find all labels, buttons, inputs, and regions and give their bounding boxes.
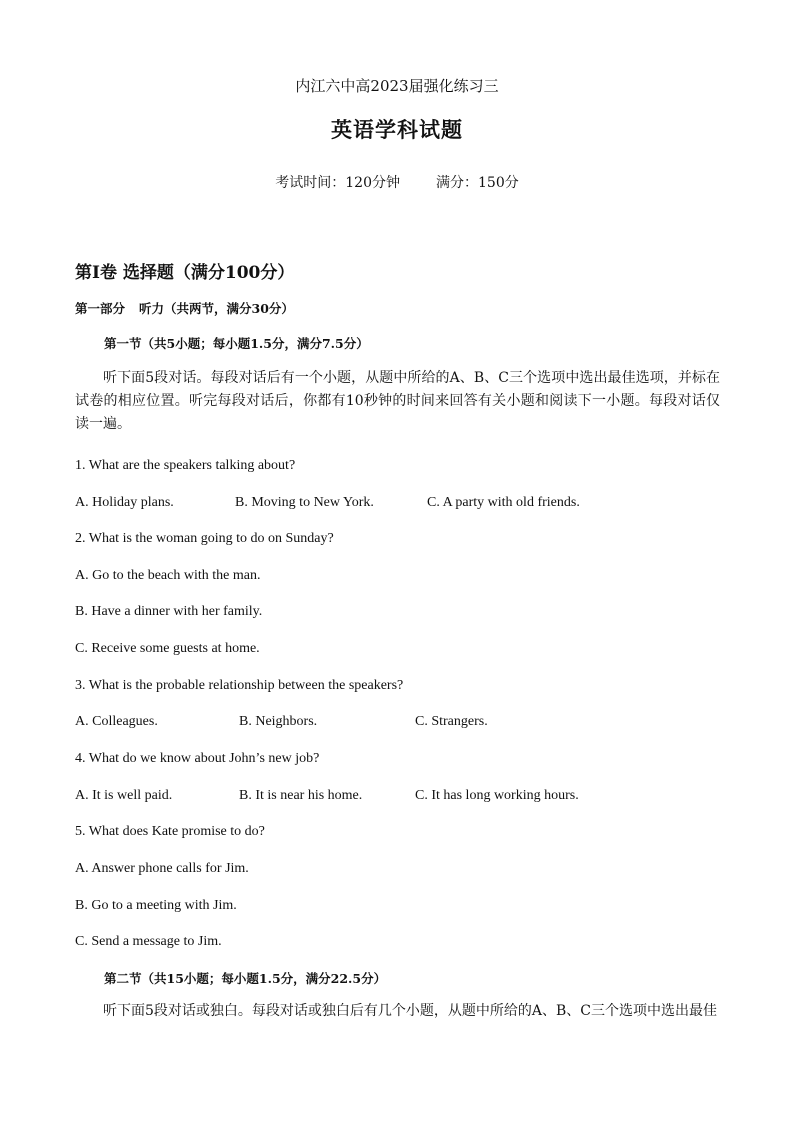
exam-score: 满分：150分 xyxy=(436,175,519,191)
exam-time: 考试时间：120分钟 xyxy=(275,175,400,191)
question-2-stem: 2. What is the woman going to do on Sunday? xyxy=(75,531,334,546)
section1-instructions: 听下面5段对话。每段对话后有一个小题，从题中所给的A、B、C三个选项中选出最佳选项，并标在试卷的相应位置。听完每段对话后，你都有10秒钟的时间来回答有关小题和阅读下一小题。每段对话仅读一遍。 xyxy=(75,370,720,432)
part-title: 第一部分 xyxy=(75,301,126,316)
question-5-option-b[interactable]: B. Go to a meeting with Jim. xyxy=(75,898,237,913)
question-5-stem: 5. What does Kate promise to do? xyxy=(75,824,265,839)
part-heading xyxy=(75,299,294,317)
question-2-option-a[interactable]: A. Go to the beach with the man. xyxy=(75,568,261,583)
section1-heading: 第一节（共5小题；每小题1.5分，满分7.5分） xyxy=(104,336,369,351)
question-2-option-c[interactable]: C. Receive some guests at home. xyxy=(75,641,260,656)
question-1-option-b[interactable]: B. Moving to New York. xyxy=(235,495,374,510)
part-subtitle: 听力（共两节，满分30分） xyxy=(139,301,294,316)
question-3-stem: 3. What is the probable relationship between the speakers? xyxy=(75,678,404,693)
page-title: 英语学科试题 xyxy=(331,117,463,142)
question-4-option-c[interactable]: C. It has long working hours. xyxy=(415,788,579,803)
question-1-option-c[interactable]: C. A party with old friends. xyxy=(427,495,580,510)
question-3-option-a[interactable]: A. Colleagues. xyxy=(75,714,158,729)
question-1-option-a[interactable]: A. Holiday plans. xyxy=(75,495,174,510)
section2-instructions: 听下面5段对话或独白。每段对话或独白后有几个小题，从题中所给的A、B、C三个选项中选出最佳 xyxy=(103,1003,718,1019)
question-3-option-c[interactable]: C. Strangers. xyxy=(415,714,488,729)
volume-heading: 第Ⅰ卷 选择题（满分100分） xyxy=(75,263,295,283)
question-4-option-b[interactable]: B. It is near his home. xyxy=(239,788,363,803)
question-3-option-b[interactable]: B. Neighbors. xyxy=(239,714,318,729)
question-1-stem: 1. What are the speakers talking about? xyxy=(75,458,296,473)
question-5-option-a[interactable]: A. Answer phone calls for Jim. xyxy=(75,861,249,876)
school-line: 内江六中高2023届强化练习三 xyxy=(295,77,499,95)
question-4-stem: 4. What do we know about John’s new job? xyxy=(75,751,320,766)
question-4-option-a[interactable]: A. It is well paid. xyxy=(75,788,173,803)
question-2-option-b[interactable]: B. Have a dinner with her family. xyxy=(75,604,263,619)
question-5-option-c[interactable]: C. Send a message to Jim. xyxy=(75,934,222,949)
exam-meta xyxy=(0,172,794,192)
section2-heading: 第二节（共15小题；每小题1.5分，满分22.5分） xyxy=(104,971,387,986)
